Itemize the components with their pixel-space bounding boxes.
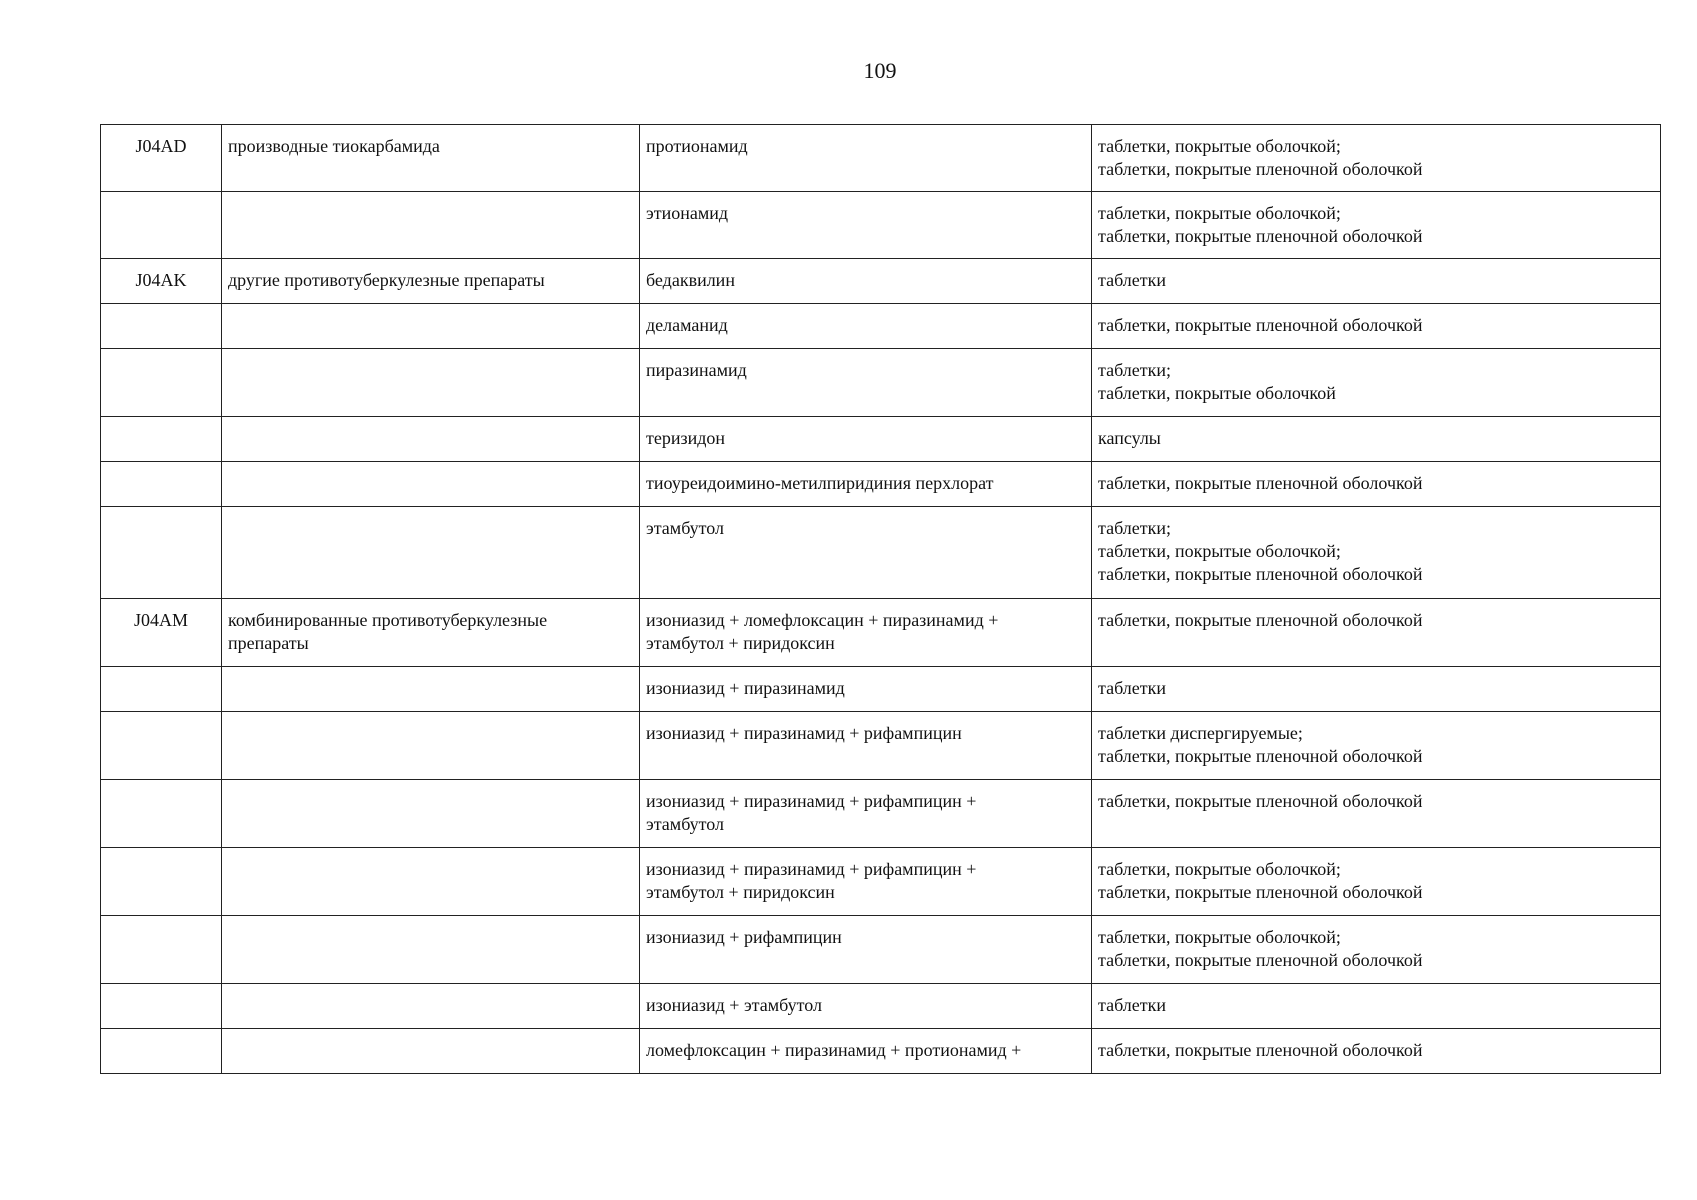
table-row [101, 667, 1661, 712]
dosage-form-cell [1092, 304, 1661, 349]
dosage-form-cell [1092, 507, 1661, 599]
drug-name: изониазид + этамбутол [646, 995, 822, 1015]
drug-name: теризидон [646, 428, 726, 448]
table-row [101, 507, 1661, 599]
dosage-form: таблетки, покрытые оболочкой; [1098, 927, 1341, 947]
dosage-form: таблетки, покрытые пленочной оболочкой [1098, 882, 1423, 902]
atc-group-cell [222, 1029, 640, 1074]
drug-cell [640, 462, 1092, 507]
drug-name: этамбутол [646, 814, 725, 834]
atc-group-cell [222, 599, 640, 667]
drug-name: этионамид [646, 203, 729, 223]
drug-cell [640, 417, 1092, 462]
dosage-form: таблетки, покрытые оболочкой [1098, 383, 1336, 403]
drug-name: пиразинамид [646, 360, 747, 380]
atc-group-name: препараты [228, 633, 309, 653]
atc-code-cell [101, 712, 222, 780]
drug-name: изониазид + пиразинамид + рифампицин + [646, 791, 977, 811]
medication-table [100, 124, 1661, 1074]
table-row [101, 417, 1661, 462]
atc-code-cell [101, 984, 222, 1029]
drug-cell [640, 984, 1092, 1029]
dosage-form: таблетки [1098, 995, 1167, 1015]
dosage-form: таблетки, покрытые пленочной оболочкой [1098, 226, 1423, 246]
atc-code-cell [101, 848, 222, 916]
dosage-form: таблетки; [1098, 360, 1172, 380]
dosage-form: таблетки, покрытые пленочной оболочкой [1098, 1040, 1423, 1060]
drug-cell [640, 712, 1092, 780]
page-number: 109 [863, 58, 897, 83]
dosage-form: таблетки, покрытые оболочкой; [1098, 541, 1341, 561]
table-row [101, 599, 1661, 667]
dosage-form-cell [1092, 984, 1661, 1029]
drug-name: изониазид + рифампицин [646, 927, 842, 947]
drug-name: изониазид + пиразинамид + рифампицин [646, 723, 962, 743]
atc-code-cell [101, 349, 222, 417]
drug-name: изониазид + пиразинамид + рифампицин + [646, 859, 977, 879]
drug-cell [640, 667, 1092, 712]
drug-cell [640, 192, 1092, 259]
dosage-form-cell [1092, 599, 1661, 667]
atc-code: J04AK [135, 270, 187, 290]
dosage-form-cell [1092, 192, 1661, 259]
drug-cell [640, 599, 1092, 667]
drug-name: тиоуреидоимино-метилпиридиния перхлорат [646, 473, 994, 493]
dosage-form-cell [1092, 462, 1661, 507]
atc-code-cell [101, 780, 222, 848]
dosage-form: таблетки, покрытые пленочной оболочкой [1098, 473, 1423, 493]
drug-name: ломефлоксацин + пиразинамид + протионамид + [646, 1040, 1022, 1060]
atc-group-cell [222, 507, 640, 599]
dosage-form-cell [1092, 667, 1661, 712]
atc-group-cell [222, 259, 640, 304]
table-row [101, 125, 1661, 192]
dosage-form-cell [1092, 125, 1661, 192]
atc-code-cell [101, 304, 222, 349]
atc-group-cell [222, 780, 640, 848]
drug-name: изониазид + пиразинамид [646, 678, 845, 698]
table-row [101, 192, 1661, 259]
dosage-form: таблетки, покрытые пленочной оболочкой [1098, 159, 1423, 179]
atc-group-cell [222, 192, 640, 259]
dosage-form: капсулы [1098, 428, 1161, 448]
dosage-form-cell [1092, 349, 1661, 417]
table-row [101, 916, 1661, 984]
dosage-form: таблетки, покрытые оболочкой; [1098, 203, 1341, 223]
table-row [101, 848, 1661, 916]
atc-code-cell [101, 1029, 222, 1074]
atc-group-cell [222, 462, 640, 507]
atc-code: J04AD [135, 136, 187, 156]
drug-name: этамбутол [646, 518, 725, 538]
drug-name: протионамид [646, 136, 748, 156]
drug-cell [640, 507, 1092, 599]
drug-cell [640, 1029, 1092, 1074]
drug-name: бедаквилин [646, 270, 735, 290]
atc-group-cell [222, 417, 640, 462]
atc-code-cell [101, 192, 222, 259]
drug-cell [640, 259, 1092, 304]
drug-name: изониазид + ломефлоксацин + пиразинамид + [646, 610, 999, 630]
dosage-form: таблетки [1098, 270, 1167, 290]
atc-code-cell [101, 507, 222, 599]
atc-code-cell [101, 462, 222, 507]
table-row [101, 780, 1661, 848]
atc-group-cell [222, 848, 640, 916]
atc-group-cell [222, 667, 640, 712]
drug-cell [640, 304, 1092, 349]
table-row [101, 304, 1661, 349]
table-row [101, 712, 1661, 780]
atc-group-name: комбинированные противотуберкулезные [228, 610, 548, 630]
drug-cell [640, 125, 1092, 192]
dosage-form: таблетки, покрытые пленочной оболочкой [1098, 746, 1423, 766]
dosage-form-cell [1092, 417, 1661, 462]
dosage-form-cell [1092, 712, 1661, 780]
atc-group-cell [222, 916, 640, 984]
atc-code-cell [101, 916, 222, 984]
atc-group-name: другие противотуберкулезные препараты [228, 270, 545, 290]
drug-name: деламанид [646, 315, 728, 335]
drug-name: этамбутол + пиридоксин [646, 882, 835, 902]
atc-code-cell [101, 599, 222, 667]
drug-cell [640, 349, 1092, 417]
atc-code: J04AM [133, 610, 188, 630]
atc-group-name: производные тиокарбамида [228, 136, 440, 156]
table-row [101, 984, 1661, 1029]
atc-code-cell [101, 259, 222, 304]
drug-cell [640, 780, 1092, 848]
dosage-form: таблетки, покрытые пленочной оболочкой [1098, 791, 1423, 811]
atc-group-cell [222, 349, 640, 417]
dosage-form-cell [1092, 1029, 1661, 1074]
dosage-form-cell [1092, 259, 1661, 304]
dosage-form: таблетки [1098, 678, 1167, 698]
atc-group-cell [222, 304, 640, 349]
dosage-form: таблетки, покрытые пленочной оболочкой [1098, 950, 1423, 970]
atc-code-cell [101, 667, 222, 712]
dosage-form: таблетки, покрытые оболочкой; [1098, 859, 1341, 879]
drug-name: этамбутол + пиридоксин [646, 633, 835, 653]
dosage-form: таблетки диспергируемые; [1098, 723, 1303, 743]
atc-group-cell [222, 712, 640, 780]
dosage-form: таблетки, покрытые пленочной оболочкой [1098, 315, 1423, 335]
table-row [101, 349, 1661, 417]
table-row [101, 462, 1661, 507]
drug-cell [640, 916, 1092, 984]
dosage-form: таблетки; [1098, 518, 1172, 538]
table-row [101, 259, 1661, 304]
drug-cell [640, 848, 1092, 916]
dosage-form-cell [1092, 916, 1661, 984]
atc-code-cell [101, 125, 222, 192]
table-row [101, 1029, 1661, 1074]
atc-group-cell [222, 125, 640, 192]
dosage-form: таблетки, покрытые оболочкой; [1098, 136, 1341, 156]
dosage-form: таблетки, покрытые пленочной оболочкой [1098, 564, 1423, 584]
dosage-form-cell [1092, 848, 1661, 916]
atc-code-cell [101, 417, 222, 462]
atc-group-cell [222, 984, 640, 1029]
dosage-form-cell [1092, 780, 1661, 848]
dosage-form: таблетки, покрытые пленочной оболочкой [1098, 610, 1423, 630]
